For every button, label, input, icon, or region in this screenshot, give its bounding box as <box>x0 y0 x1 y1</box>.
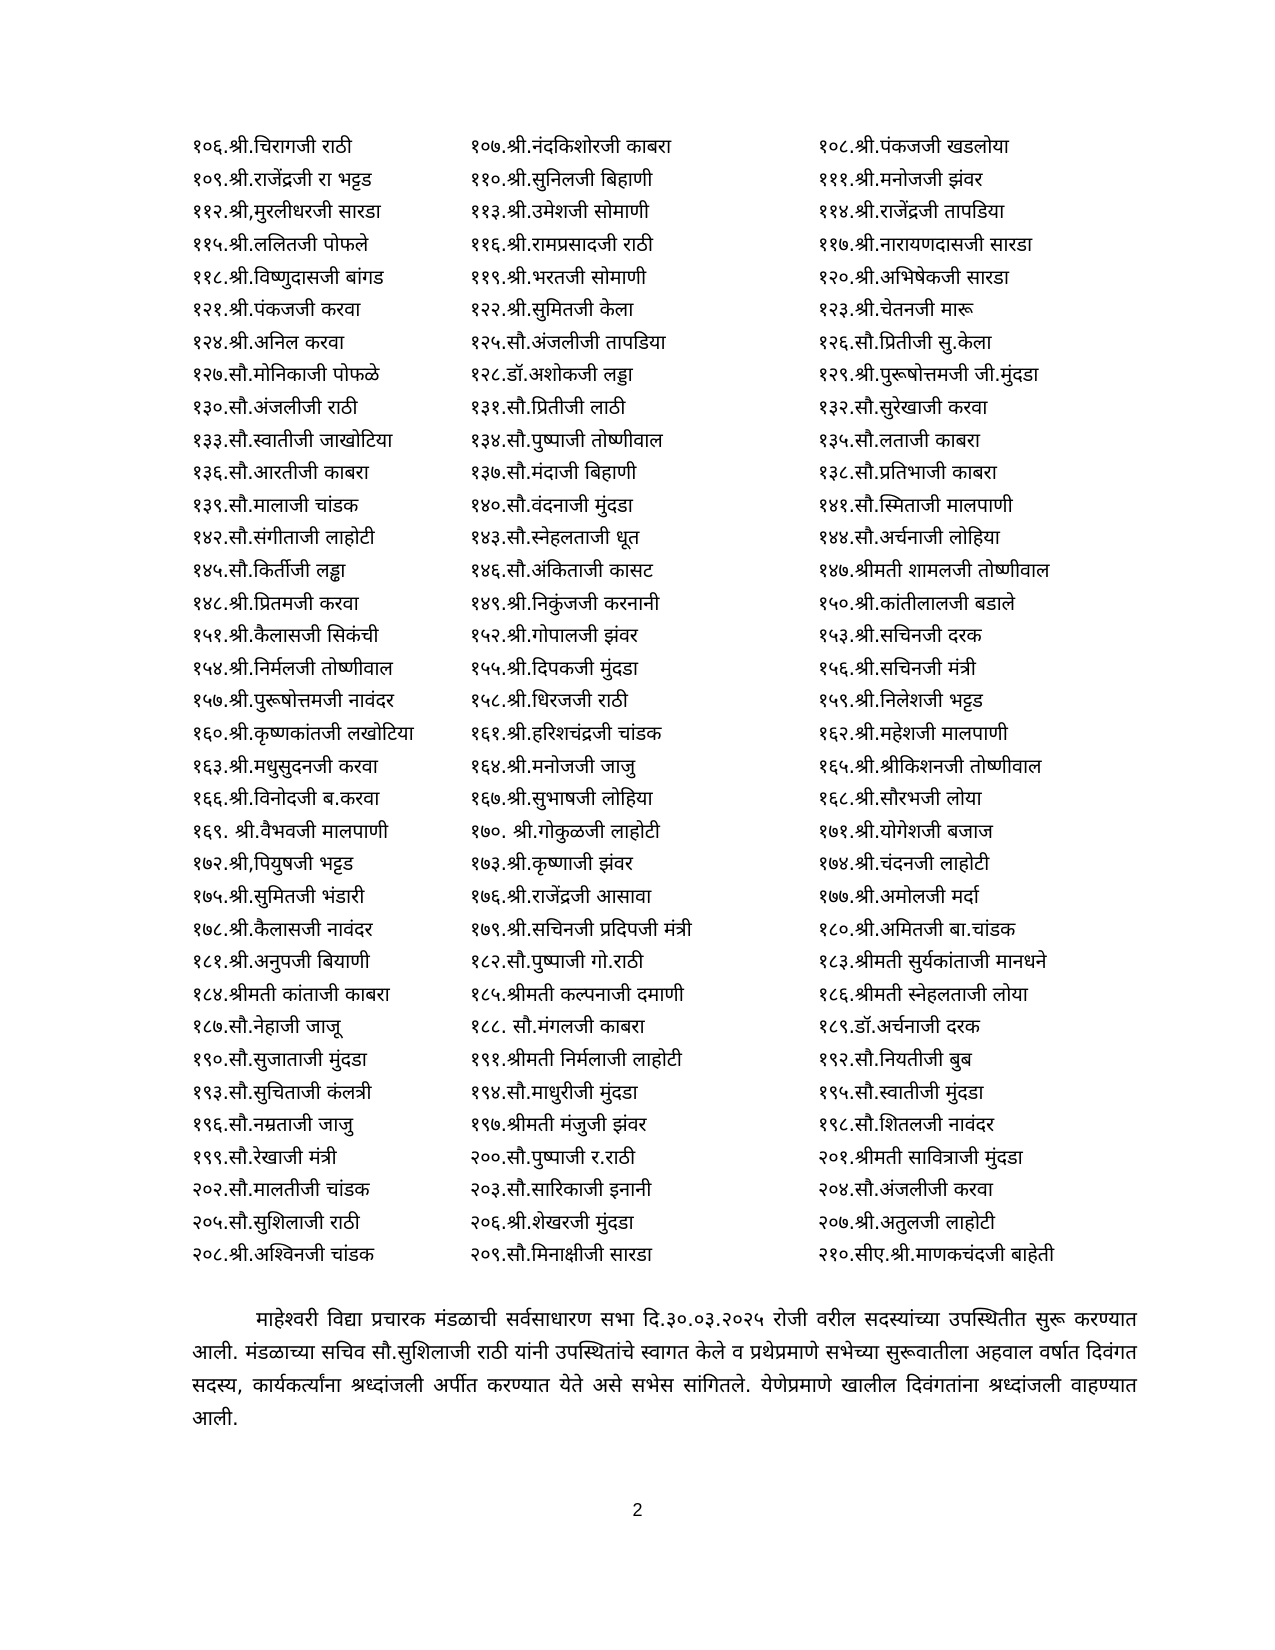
member-entry: ११७.श्री.नारायणदासजी सारडा <box>818 232 1033 257</box>
member-list <box>192 130 1152 1271</box>
member-entry: १२१.श्री.पंकजजी करवा <box>192 297 361 322</box>
member-entry: ११८.श्री.विष्णुदासजी बांगड <box>192 264 384 289</box>
member-entry: १८७.सौ.नेहाजी जाजू <box>192 1014 341 1039</box>
member-entry: १६९. श्री.वैभवजी मालपाणी <box>192 818 388 843</box>
member-entry: १३६.सौ.आरतीजी काबरा <box>192 460 369 485</box>
member-entry: १८६.श्रीमती स्नेहलताजी लोया <box>818 981 1028 1006</box>
member-entry: १५१.श्री.कैलासजी सिकंची <box>192 623 379 648</box>
member-entry: १९४.सौ.माधुरीजी मुंदडा <box>470 1079 638 1104</box>
member-entry: ११०.श्री.सुनिलजी बिहाणी <box>470 166 653 191</box>
member-entry: १२९.श्री.पुरूषोत्तमजी जी.मुंदडा <box>818 362 1039 387</box>
member-entry: १६७.श्री.सुभाषजी लोहिया <box>470 786 653 811</box>
member-entry: १२०.श्री.अभिषेकजी सारडा <box>818 264 1009 289</box>
member-entry: २१०.सीए.श्री.माणकचंदजी बाहेती <box>818 1242 1055 1267</box>
member-entry: २००.सौ.पुष्पाजी र.राठी <box>470 1144 636 1169</box>
member-entry: १०९.श्री.राजेंद्रजी रा भट्टड <box>192 166 372 191</box>
page-number: 2 <box>632 1500 643 1520</box>
member-entry: १२८.डॉ.अशोकजी लड्डा <box>470 362 633 387</box>
member-entry: १६८.श्री.सौरभजी लोया <box>818 786 982 811</box>
member-entry: १५४.श्री.निर्मलजी तोष्णीवाल <box>192 655 393 680</box>
member-entry: २०९.सौ.मिनाक्षीजी सारडा <box>470 1242 652 1267</box>
member-entry: १३४.सौ.पुष्पाजी तोष्णीवाल <box>470 427 663 452</box>
member-entry: १९२.सौ.नियतीजी बुब <box>818 1046 972 1071</box>
member-entry: ११२.श्री,मुरलीधरजी सारडा <box>192 199 381 224</box>
member-entry: १९५.सौ.स्वातीजी मुंदडा <box>818 1079 984 1104</box>
member-entry: १३१.सौ.प्रितीजी लाठी <box>470 395 626 420</box>
member-entry: १४५.सौ.किर्तीजी लड्ढा <box>192 558 346 583</box>
member-entry: २०५.सौ.सुशिलाजी राठी <box>192 1209 360 1234</box>
member-entry: १५७.श्री.पुरूषोत्तमजी नावंदर <box>192 688 394 713</box>
member-entry: १३३.सौ.स्वातीजी जाखोटिया <box>192 427 393 452</box>
member-entry: १२४.श्री.अनिल करवा <box>192 329 344 354</box>
member-entry: १३८.सौ.प्रतिभाजी काबरा <box>818 460 997 485</box>
member-entry: १४१.सौ.स्मिताजी मालपाणी <box>818 492 1013 517</box>
member-entry: १७१.श्री.योगेशजी बजाज <box>818 818 993 843</box>
member-entry: २०७.श्री.अतुलजी लाहोटी <box>818 1209 995 1234</box>
member-entry: १२५.सौ.अंजलीजी तापडिया <box>470 329 666 354</box>
member-entry: १५२.श्री.गोपालजी झंवर <box>470 623 638 648</box>
member-entry: १६१.श्री.हरिशचंद्रजी चांडक <box>470 720 662 745</box>
member-entry: २०८.श्री.अश्विनजी चांडक <box>192 1242 374 1267</box>
member-entry: १२६.सौ.प्रितीजी सु.केला <box>818 329 992 354</box>
member-entry: १५०.श्री.कांतीलालजी बडाले <box>818 590 1015 615</box>
member-entry: १४२.सौ.संगीताजी लाहोटी <box>192 525 375 550</box>
meeting-paragraph: माहेश्वरी विद्या प्रचारक मंडळाची सर्वसाधारण सभा दि.३०.०३.२०२५ रोजी वरील सदस्यांच्या उपस्थितीत सुरू करण्यात आली. मंडळाच्या सचिव सौ.सुशिलाजी राठी यांनी उपस्थितांचे स्वागत केले व प्रथेप्रमाणे सभेच्या सुरूवातीला अहवाल वर्षात दिवंगत सदस्य, कार्यकर्त्यांना श्रध्दांजली अर्पीत करण्यात येते असे सभेस सांगितले. येणेप्रमाणे खालील दिवंगतांना श्रध्दांजली वाहण्यात आली. <box>192 1307 1137 1430</box>
member-entry: १६४.श्री.मनोजजी जाजु <box>470 753 635 778</box>
member-entry: १८४.श्रीमती कांताजी काबरा <box>192 981 390 1006</box>
member-entry: २०१.श्रीमती सावित्राजी मुंदडा <box>818 1144 1023 1169</box>
member-entry: १३०.सौ.अंजलीजी राठी <box>192 395 358 420</box>
member-entry: १११.श्री.मनोजजी झंवर <box>818 166 983 191</box>
member-entry: १४३.सौ.स्नेहलताजी धूत <box>470 525 640 550</box>
member-entry: २०२.सौ.मालतीजी चांडक <box>192 1177 370 1202</box>
member-entry: २०३.सौ.सारिकाजी इनानी <box>470 1177 652 1202</box>
member-entry: १०८.श्री.पंकजजी खडलोया <box>818 134 1009 159</box>
member-entry: १०६.श्री.चिरागजी राठी <box>192 134 352 159</box>
member-entry: ११५.श्री.ललितजी पोफले <box>192 232 369 257</box>
member-entry: १७०. श्री.गोकुळजी लाहोटी <box>470 818 660 843</box>
member-entry: १९६.सौ.नम्रताजी जाजु <box>192 1112 353 1137</box>
member-entry: १२७.सौ.मोनिकाजी पोफळे <box>192 362 380 387</box>
member-entry: १२३.श्री.चेतनजी मारू <box>818 297 973 322</box>
member-entry: १८५.श्रीमती कल्पनाजी दमाणी <box>470 981 684 1006</box>
member-entry: १०७.श्री.नंदकिशोरजी काबरा <box>470 134 671 159</box>
member-entry: २०६.श्री.शेखरजी मुंदडा <box>470 1209 634 1234</box>
member-entry: १७६.श्री.राजेंद्रजी आसावा <box>470 883 652 908</box>
member-entry: १७९.श्री.सचिनजी प्रदिपजी मंत्री <box>470 916 692 941</box>
member-entry: ११९.श्री.भरतजी सोमाणी <box>470 264 646 289</box>
member-entry: १९१.श्रीमती निर्मलाजी लाहोटी <box>470 1046 682 1071</box>
member-entry: १८२.सौ.पुष्पाजी गो.राठी <box>470 949 644 974</box>
member-entry: ११४.श्री.राजेंद्रजी तापडिया <box>818 199 1005 224</box>
member-entry: १४८.श्री.प्रितमजी करवा <box>192 590 359 615</box>
member-entry: १४७.श्रीमती शामलजी तोष्णीवाल <box>818 558 1050 583</box>
member-entry: २०४.सौ.अंजलीजी करवा <box>818 1177 993 1202</box>
member-entry: १६६.श्री.विनोदजी ब.करवा <box>192 786 380 811</box>
member-entry: १८९.डॉ.अर्चनाजी दरक <box>818 1014 980 1039</box>
member-entry: १८०.श्री.अमितजी बा.चांडक <box>818 916 1016 941</box>
member-entry: १९०.सौ.सुजाताजी मुंदडा <box>192 1046 367 1071</box>
member-entry: १७८.श्री.कैलासजी नावंदर <box>192 916 373 941</box>
member-entry: १४९.श्री.निकुंजजी करनानी <box>470 590 660 615</box>
member-entry: १९९.सौ.रेखाजी मंत्री <box>192 1144 337 1169</box>
member-entry: ११६.श्री.रामप्रसादजी राठी <box>470 232 653 257</box>
member-entry: १५५.श्री.दिपकजी मुंदडा <box>470 655 638 680</box>
member-entry: १६३.श्री.मधुसुदनजी करवा <box>192 753 378 778</box>
member-entry: १३५.सौ.लताजी काबरा <box>818 427 980 452</box>
member-entry: १५३.श्री.सचिनजी दरक <box>818 623 982 648</box>
member-entry: १८१.श्री.अनुपजी बियाणी <box>192 949 370 974</box>
member-entry: १७२.श्री,पियुषजी भट्टड <box>192 851 354 876</box>
member-entry: १४६.सौ.अंकिताजी कासट <box>470 558 653 583</box>
member-entry: ११३.श्री.उमेशजी सोमाणी <box>470 199 649 224</box>
member-entry: १४४.सौ.अर्चनाजी लोहिया <box>818 525 1000 550</box>
member-entry: १२२.श्री.सुमितजी केला <box>470 297 634 322</box>
member-entry: १३२.सौ.सुरेखाजी करवा <box>818 395 988 420</box>
member-entry: १९३.सौ.सुचिताजी कंलत्री <box>192 1079 372 1104</box>
member-entry: १८३.श्रीमती सुर्यकांताजी मानधने <box>818 949 1047 974</box>
member-entry: १९७.श्रीमती मंजुजी झंवर <box>470 1112 647 1137</box>
member-entry: १८८. सौ.मंगलजी काबरा <box>470 1014 645 1039</box>
member-entry: १७५.श्री.सुमितजी भंडारी <box>192 883 365 908</box>
member-entry: १५८.श्री.धिरजजी राठी <box>470 688 628 713</box>
member-entry: १६२.श्री.महेशजी मालपाणी <box>818 720 1008 745</box>
member-entry: १७३.श्री.कृष्णाजी झंवर <box>470 851 633 876</box>
member-entry: १६५.श्री.श्रीकिशनजी तोष्णीवाल <box>818 753 1042 778</box>
member-entry: १५६.श्री.सचिनजी मंत्री <box>818 655 976 680</box>
member-entry: १३९.सौ.मालाजी चांडक <box>192 492 359 517</box>
member-entry: १७७.श्री.अमोलजी मर्दा <box>818 883 979 908</box>
member-entry: १६०.श्री.कृष्णकांतजी लखोटिया <box>192 720 414 745</box>
member-entry: १७४.श्री.चंदनजी लाहोटी <box>818 851 990 876</box>
member-entry: १४०.सौ.वंदनाजी मुंदडा <box>470 492 633 517</box>
member-entry: १५९.श्री.निलेशजी भट्टड <box>818 688 983 713</box>
member-entry: १९८.सौ.शितलजी नावंदर <box>818 1112 994 1137</box>
member-entry: १३७.सौ.मंदाजी बिहाणी <box>470 460 637 485</box>
